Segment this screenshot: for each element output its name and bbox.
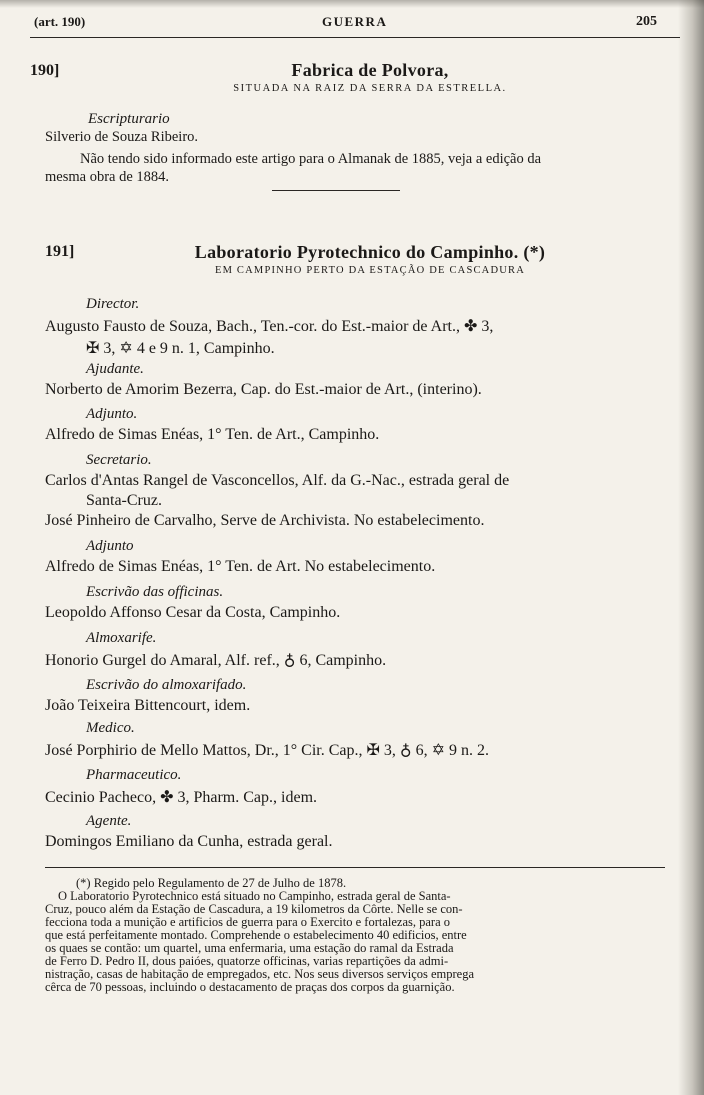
entry-adjunto: Alfredo de Simas Enéas, 1° Ten. de Art., Campinho. xyxy=(45,426,380,443)
section-divider xyxy=(272,190,400,191)
entry-director-line-2: ✠ 3, ✡ 4 e 9 n. 1, Campinho. xyxy=(86,340,275,357)
footnote-rule xyxy=(45,867,665,868)
footnote-line-1: (*) Regido pelo Regulamento de 27 de Julho de 1878. xyxy=(76,876,347,890)
entry-ajudante: Norberto de Amorim Bezerra, Cap. do Est.-maior de Art., (interino). xyxy=(45,381,482,398)
role-agente: Agente. xyxy=(86,813,132,829)
page-binding-shadow xyxy=(678,0,704,1095)
running-head-left: (art. 190) xyxy=(34,14,86,29)
section-191-title: Laboratorio Pyrotechnico do Campinho. (*) xyxy=(194,242,546,262)
role-adjunto: Adjunto. xyxy=(86,406,138,422)
entry-adjunto-2: Alfredo de Simas Enéas, 1° Ten. de Art. No estabelecimento. xyxy=(45,558,436,575)
section-190-heading xyxy=(130,60,610,94)
name-silverio: Silverio de Souza Ribeiro. xyxy=(45,129,199,145)
page-top-shadow xyxy=(0,0,704,8)
entry-director-line-1: Augusto Fausto de Souza, Bach., Ten.-cor. do Est.-maior de Art., ✤ 3, xyxy=(45,318,494,335)
role-escrivao-officinas: Escrivão das officinas. xyxy=(86,584,224,600)
entry-secretario-line-1: Carlos d'Antas Rangel de Vasconcellos, Alf. da G.-Nac., estrada geral de xyxy=(45,472,510,489)
section-191-subtitle: EM CAMPINHO PERTO DA ESTAÇÃO DE CASCADURA xyxy=(214,265,526,276)
role-escrivao-almoxarifado: Escrivão do almoxarifado. xyxy=(86,677,247,693)
role-almoxarife: Almoxarife. xyxy=(86,630,157,646)
note-190-line-1: Não tendo sido informado este artigo para o Almanak de 1885, veja a edição da xyxy=(80,151,542,167)
footnote-line-5: que está perfeitamente montado. Comprehende o estabelecimento 40 edificios, entre xyxy=(45,928,467,942)
section-190-title: Fabrica de Polvora, xyxy=(291,60,449,80)
article-number-190: 190] xyxy=(30,62,60,79)
role-ajudante: Ajudante. xyxy=(86,361,144,377)
note-190-line-2: mesma obra de 1884. xyxy=(45,169,170,185)
footnote-line-7: de Ferro D. Pedro II, dous paióes, quatorze officinas, varias repartições da admi- xyxy=(45,954,449,968)
article-number-191: 191] xyxy=(45,243,75,260)
footnote-line-9: cêrca de 70 pessoas, incluindo o destacamento de praças dos corpos da guarnição. xyxy=(45,980,455,994)
role-adjunto-2: Adjunto xyxy=(86,538,134,554)
entry-escrivao-officinas: Leopoldo Affonso Cesar da Costa, Campinho. xyxy=(45,604,341,621)
page-number: 205 xyxy=(636,14,657,29)
role-pharmaceutico: Pharmaceutico. xyxy=(86,767,182,783)
entry-escrivao-almoxarifado: João Teixeira Bittencourt, idem. xyxy=(45,697,251,714)
entry-medico: José Porphirio de Mello Mattos, Dr., 1° Cir. Cap., ✠ 3, ♁ 6, ✡ 9 n. 2. xyxy=(45,742,490,759)
section-190-subtitle: SITUADA NA RAIZ DA SERRA DA ESTRELLA. xyxy=(233,83,507,94)
footnote-line-8: nistração, casas de habitação de empregados, etc. Nos seus diversos serviços emprega xyxy=(45,967,475,981)
entry-almoxarife: Honorio Gurgel do Amaral, Alf. ref., ♁ 6, Campinho. xyxy=(45,652,387,669)
header-rule xyxy=(30,37,680,38)
entry-archivista: José Pinheiro de Carvalho, Serve de Archivista. No estabelecimento. xyxy=(45,512,485,529)
footnote-line-6: os quaes se contão: um quartel, uma enfermaria, uma estação do ramal da Estrada xyxy=(45,941,454,955)
section-191-heading xyxy=(110,242,630,276)
entry-agente: Domingos Emiliano da Cunha, estrada geral. xyxy=(45,833,333,850)
footnote-line-3: Cruz, pouco além da Estação de Cascadura, a 19 kilometros da Côrte. Nelle se con- xyxy=(45,902,463,916)
role-director: Director. xyxy=(86,296,140,312)
role-escripturario: Escripturario xyxy=(88,111,170,127)
entry-secretario-line-2: Santa-Cruz. xyxy=(86,492,162,509)
entry-pharmaceutico: Cecinio Pacheco, ✤ 3, Pharm. Cap., idem. xyxy=(45,789,318,806)
running-head-title: GUERRA xyxy=(322,14,388,29)
role-medico: Medico. xyxy=(86,720,135,736)
role-secretario: Secretario. xyxy=(86,452,152,468)
footnote-line-2: O Laboratorio Pyrotechnico está situado no Campinho, estrada geral de Santa- xyxy=(58,889,451,903)
footnote-line-4: fecciona toda a munição e artificios de guerra para o Exercito e fortalezas, para o xyxy=(45,915,450,929)
